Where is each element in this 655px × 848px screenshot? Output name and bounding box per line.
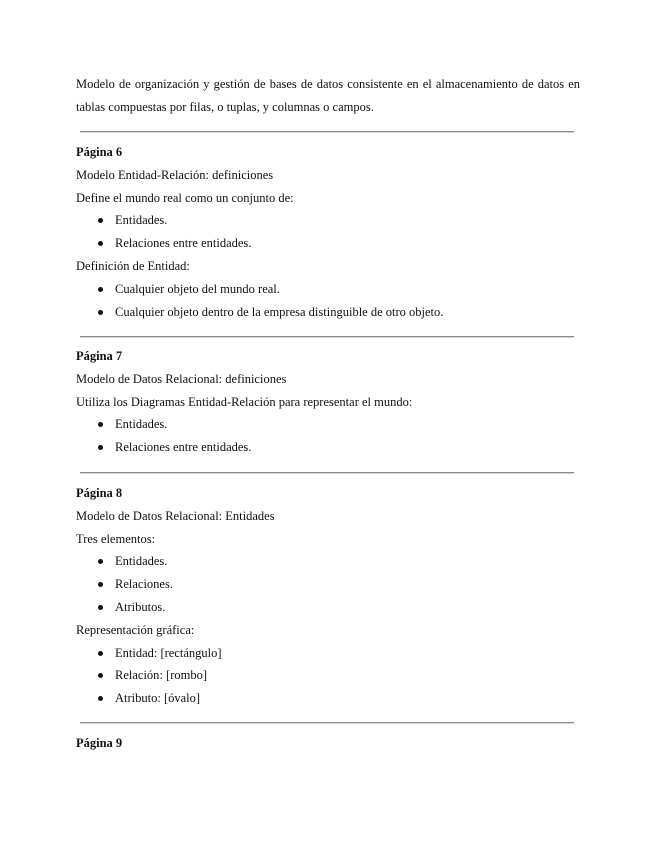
list-item: Relaciones.	[76, 573, 580, 596]
bullet-list	[76, 413, 580, 459]
section-title: Modelo de Datos Relacional: Entidades	[76, 508, 275, 523]
section-lead: Representación gráfica:	[76, 622, 195, 637]
section-page-6	[76, 141, 580, 323]
list-item: Atributos.	[76, 596, 580, 619]
section-lead: Define el mundo real como un conjunto de:	[76, 190, 294, 205]
section-page-8	[76, 482, 580, 710]
bullet-list	[76, 642, 580, 710]
list-item: Entidad: [rectángulo]	[76, 642, 580, 665]
section-divider	[80, 336, 574, 338]
list-item: Relación: [rombo]	[76, 664, 580, 687]
section-lead: Tres elementos:	[76, 531, 156, 546]
section-heading: Página 8	[76, 486, 123, 500]
section-divider	[80, 722, 574, 724]
list-item: Cualquier objeto dentro de la empresa distinguible de otro objeto.	[76, 301, 580, 324]
list-item: Relaciones entre entidades.	[76, 436, 580, 459]
list-item: Entidades.	[76, 550, 580, 573]
section-page-9	[76, 732, 580, 755]
list-item: Cualquier objeto del mundo real.	[76, 278, 580, 301]
section-divider	[80, 131, 574, 133]
list-item: Entidades.	[76, 413, 580, 436]
section-lead: Utiliza los Diagramas Entidad-Relación para representar el mundo:	[76, 394, 413, 409]
list-item: Relaciones entre entidades.	[76, 232, 580, 255]
section-lead: Definición de Entidad:	[76, 258, 190, 273]
section-heading: Página 7	[76, 349, 123, 363]
section-heading: Página 9	[76, 736, 123, 750]
section-heading: Página 6	[76, 145, 123, 159]
list-item: Entidades.	[76, 209, 580, 232]
bullet-list	[76, 550, 580, 618]
section-title: Modelo de Datos Relacional: definiciones	[76, 371, 287, 386]
bullet-list	[76, 209, 580, 255]
bullet-list	[76, 278, 580, 324]
section-title: Modelo Entidad-Relación: definiciones	[76, 167, 274, 182]
section-page-7	[76, 345, 580, 459]
section-divider	[80, 472, 574, 474]
intro-paragraph: Modelo de organización y gestión de bases de datos consistente en el almacenamiento de datos en tablas compuestas por filas, o tuplas, y columnas o campos.	[76, 77, 580, 114]
list-item: Atributo: [óvalo]	[76, 687, 580, 710]
